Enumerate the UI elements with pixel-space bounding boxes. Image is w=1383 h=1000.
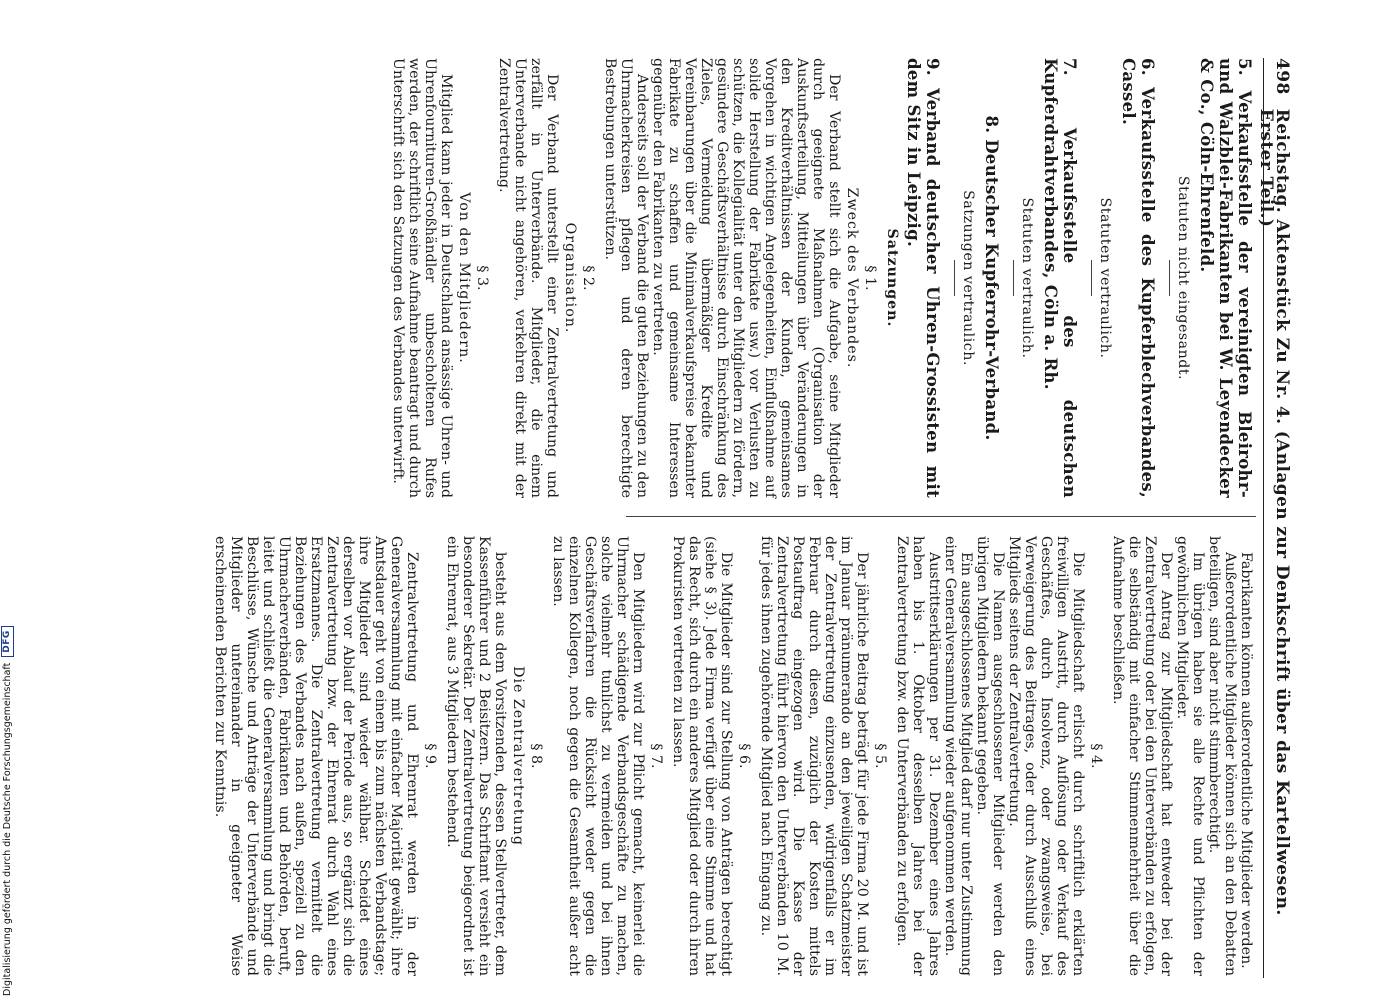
item-8-heading: 8. Deutscher Kupferrohr-Verband. xyxy=(982,115,1001,441)
section-4-number: § 4. xyxy=(1088,743,1104,769)
left-column xyxy=(390,58,1254,498)
header-rule xyxy=(1263,58,1264,978)
section-6-number: § 6. xyxy=(736,743,752,769)
section-8-paragraph: besteht aus dem Vorsitzenden, dessen Stellvertreter, dem Kassenführer und 2 Beisitzern. Das Schriftamt versieht ein besonderer Sekretär. Der Zentralvertretung beigeordnet ist ein Ehrenrat, aus 3 Mitgliedern bestehend. xyxy=(444,536,508,976)
section-3-title: Von den Mitgliedern. xyxy=(456,192,472,364)
item-8-note: Satzungen vertraulich. xyxy=(960,190,976,366)
item-7-note: Statuten vertraulich. xyxy=(1019,197,1035,359)
section-9-paragraph: Zentralvertretung und Ehrenrat werden in der Generalversammlung mit einfacher Majorität gewählt; ihre Amtsdauer geht von einem bis zum nächsten Verbandstage; ihre Mitglieder sind wieder wählbar. Scheidet eines derselben vor Ablauf der Periode aus, so ergänzt sich die Zentralvertretung bzw. der Ehrenrat durch Wahl eines Ersatzmannes. Die Zentralvertretung vermittelt die Beziehungen des Verbandes nach außen, speziell zu den Uhrmacherverbänden, Fabrikanten und Behörden, beruft, leitet und schließt die Generalversammlung und bringt die Beschlüsse, Wünsche und Anträge der Unterverbände und Mitglieder untereinander in geeigneter Weise erscheinenden Berichten zur Kenntnis. xyxy=(212,536,420,976)
running-header xyxy=(1256,58,1292,978)
section-1-number: § 1. xyxy=(862,265,878,291)
separator xyxy=(1091,260,1092,296)
item-5-note: Statuten nicht eingesandt. xyxy=(1175,175,1191,381)
column-rule xyxy=(626,516,1256,517)
paragraph: Im übrigen haben sie alle Rechte und Pflichten der gewöhnlichen Mitglieder. xyxy=(1174,536,1206,976)
paragraph: Der Antrag zur Mitgliedschaft hat entweder bei der Zentralvertretung oder bei den Unterverbänden zu erfolgen, die selbständig mit einfacher Stimmenmehrheit über die Aufnahme beschließen. xyxy=(1110,536,1174,976)
right-column xyxy=(212,536,1254,976)
item-6-note: Statuten vertraulich. xyxy=(1097,197,1113,359)
page-number: 498 xyxy=(1272,58,1292,95)
section-8-number: § 8. xyxy=(528,743,544,769)
item-9-subheading: Satzungen. xyxy=(884,228,900,328)
section-7-paragraph: Den Mitgliedern wird zur Pflicht gemacht, keinerlei die Uhrmacher schädigende Verbandsgeschäfte zu machen, solche vielmehr tunlichst zu vermeiden und bei ihnen Geschäftsverfahren die Rücksicht weder gegen die einzelnen Kollegen, noch gegen die Gesamtheit außer acht zu lassen. xyxy=(550,536,646,976)
header-title: Reichstag. Aktenstück Zu Nr. 4. (Anlagen zur Denkschrift über das Kartellwesen. Erster Teil.) xyxy=(1256,108,1292,916)
section-9-number: § 9. xyxy=(422,743,438,769)
section-2-paragraph: Der Verband unterstellt einer Zentralvertretung und zerfällt in Unterverbände. Mitglieder, die einem Unterverbande nicht angehören, verkehren direkt mit der Zentralvertretung. xyxy=(496,58,560,498)
section-5-paragraph: Der jährliche Beitrag beträgt für jede Firma 20 M. und ist im Januar pränumerando an den jeweiligen Schatzmeister der Zentralvertretung einzusenden, widrigenfalls er im Februar durch diesen, zuzüglich der Kosten mittels Postauftrag eingezogen wird. Die Kasse der Zentralvertretung führt hiervon den Unterverbänden 10 M. für jedes ihnen zugehörende Mitglied nach Eingang zu. xyxy=(758,536,870,976)
section-4-paragraph: Austrittserklärungen per 31. Dezember eines Jahres haben bis 1. Oktober desselben Jahres bei der Zentralvertretung bzw. den Unterverbänden zu erfolgen. xyxy=(894,536,942,976)
item-9-heading: 9. Verband deutscher Uhren-Grossisten mit dem Sitz in Leipzig. xyxy=(904,58,942,498)
item-7-heading: 7. Verkaufsstelle des deutschen Kupferdrahtverbandes, Cöln a. Rh. xyxy=(1041,58,1079,498)
credit-text: Digitalisierung gefördert durch die Deutsche Forschungsgemeinschaft xyxy=(2,662,13,996)
separator xyxy=(1169,260,1170,296)
document-page xyxy=(65,58,1290,978)
section-8-title: Die Zentralvertretung xyxy=(510,666,526,846)
section-1-paragraph: Anderseits soll der Verband die guten Beziehungen zu den Uhrmacherkreisen pflegen und deren berechtigte Bestrebungen unterstützen. xyxy=(602,58,650,498)
digitization-credit xyxy=(1,626,14,996)
section-5-number: § 5. xyxy=(872,743,888,769)
dfg-logo: DFG xyxy=(1,626,14,657)
section-4-paragraph: Die Namen ausgeschlossener Mitglieder werden den übrigen Mitgliedern bekannt gegeben. xyxy=(974,536,1006,976)
separator xyxy=(954,260,955,296)
section-1-paragraph: Der Verband stellt sich die Aufgabe, seine Mitglieder durch geeignete Maßnahmen (Organisation der Auskunftserteilung, Mitteilungen über Veränderungen in den Kreditverhältnissen der Kunden, gemeinsames Vorgehen in wichtigen Angelegenheiten, Einflußnahme auf solide Herstellung der Fabrikate usw.) vor Verlusten zu schützen, die Kollegialität unter den Mitgliedern zu fördern, gesündere Geschäftsverhältnisse durch Einschränkung des Zieles, Vermeidung übermäßiger Kredite und Vereinbarungen über die Minimalverkaufspreise bekannter Fabrikate zu schaffen und gemeinsame Interessen gegenüber den Fabrikanten zu vertreten. xyxy=(650,58,842,498)
item-5-heading: 5. Verkaufsstelle der vereinigten Bleirohr- und Walzblei-Fabrikanten bei W. Leyendecker & Co., Cöln-Ehrenfeld. xyxy=(1197,58,1254,498)
section-2-number: § 2. xyxy=(580,265,596,291)
paragraph: Fabrikanten können außerordentliche Mitglieder werden. xyxy=(1238,552,1254,969)
section-3-paragraph: Mitglied kann jeder in Deutschland ansässige Uhren- und Uhrenfournituren-Großhändler unbescholtenen Rufes werden, der schriftlich seine Aufnahme beantragt und durch Unterschrift sich den Satzungen des Verbandes unterwirft. xyxy=(390,58,454,498)
section-4-paragraph: Ein ausgeschlossenes Mitglied darf nur unter Zustimmung einer Generalversammlung wieder aufgenommen werden. xyxy=(942,536,974,976)
separator xyxy=(1013,260,1014,296)
section-6-paragraph: Die Mitglieder sind zur Stellung von Anträgen berechtigt (siehe § 3). Jede Firma verfügt über eine Stimme und hat das Recht, sich durch ein anderes Mitglied oder durch ihren Prokuristen vertreten zu lassen. xyxy=(670,536,734,976)
section-4-paragraph: Die Mitgliedschaft erlischt durch schriftlich erklärten freiwilligen Austritt, durch Auflösung oder Verkauf des Geschäftes, durch Insolvenz, oder zwangsweise, bei Verweigerung des Beitrages, oder durch Ausschluß eines Mitglieds seitens der Zentralvertretung. xyxy=(1006,536,1086,976)
section-3-number: § 3. xyxy=(474,265,490,291)
section-2-title: Organisation. xyxy=(562,222,578,334)
section-7-number: § 7. xyxy=(648,743,664,769)
item-6-heading: 6. Verkaufsstelle des Kupferblechverbandes, Cassel. xyxy=(1119,58,1157,498)
paragraph: Außerordentliche Mitglieder können sich an den Debatten beteiligen, sind aber nicht stimmberechtigt. xyxy=(1206,536,1238,976)
section-1-title: Zweck des Verbandes. xyxy=(844,187,860,369)
